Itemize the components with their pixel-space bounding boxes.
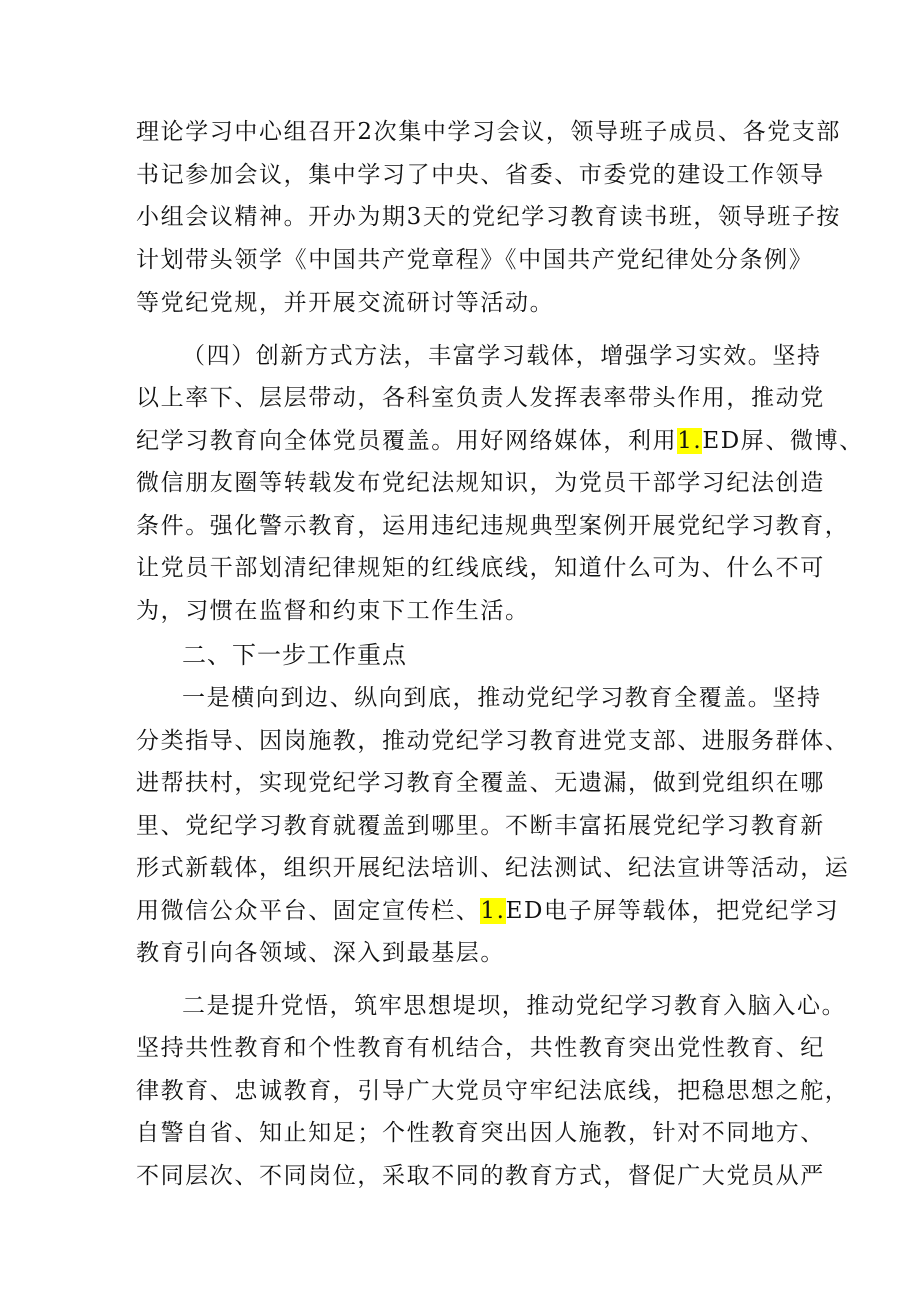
highlighted-text: 1. bbox=[480, 898, 506, 924]
paragraph-line: 一是横向到边、纵向到底，推动党纪学习教育全覆盖。坚持 bbox=[182, 685, 822, 711]
text-segment: 纪学习教育向全体党员覆盖。用好网络媒体，利用 bbox=[136, 428, 678, 454]
paragraph-line: 理论学习中心组召开2次集中学习会议，领导班子成员、各党支部 bbox=[136, 119, 842, 145]
paragraph-line: 分类指导、因岗施教，推动党纪学习教育进党支部、进服务群体、 bbox=[136, 728, 850, 754]
paragraph-line: 为，习惯在监督和约束下工作生活。 bbox=[136, 598, 530, 624]
text-segment: 用微信公众平台、固定宣传栏、 bbox=[136, 898, 481, 924]
paragraph-line: 二是提升党悟，筑牢思想堤坝，推动党纪学习教育入脑入心。 bbox=[182, 993, 847, 1019]
paragraph-line: （四）创新方式方法，丰富学习载体，增强学习实效。坚持 bbox=[182, 343, 822, 369]
paragraph-line bbox=[136, 896, 839, 926]
text-segment: ED屏、微博、 bbox=[702, 428, 864, 454]
paragraph-line: 小组会议精神。开办为期3天的党纪学习教育读书班，领导班子按 bbox=[136, 204, 842, 230]
paragraph-line bbox=[136, 426, 864, 456]
paragraph-line: 以上率下、层层带动，各科室负责人发挥表率带头作用，推动党 bbox=[136, 385, 825, 411]
paragraph-line: 不同层次、不同岗位，采取不同的教育方式，督促广大党员从严 bbox=[136, 1163, 825, 1189]
paragraph-line: 等党纪党规，并开展交流研讨等活动。 bbox=[136, 290, 555, 316]
paragraph-line: 教育引向各领域、深入到最基层。 bbox=[136, 940, 505, 966]
paragraph-line: 微信朋友圈等转载发布党纪法规知识，为党员干部学习纪法创造 bbox=[136, 470, 825, 496]
section-heading: 二、下一步工作重点 bbox=[182, 641, 407, 669]
text-segment: ED电子屏等载体，把党纪学习 bbox=[505, 898, 840, 924]
paragraph-line: 里、党纪学习教育就覆盖到哪里。不断丰富拓展党纪学习教育新 bbox=[136, 813, 825, 839]
paragraph-line: 坚持共性教育和个性教育有机结合，共性教育突出党性教育、纪 bbox=[136, 1035, 825, 1061]
paragraph-line: 进帮扶村，实现党纪学习教育全覆盖、无遗漏，做到党组织在哪 bbox=[136, 770, 825, 796]
paragraph-line: 书记参加会议，集中学习了中央、省委、市委党的建设工作领导 bbox=[136, 162, 825, 188]
paragraph-line: 自警自省、知止知足；个性教育突出因人施教，针对不同地方、 bbox=[136, 1120, 825, 1146]
paragraph-line: 让党员干部划清纪律规矩的红线底线，知道什么可为、什么不可 bbox=[136, 555, 825, 581]
paragraph-line: 计划带头领学《中国共产党章程》《中国共产党纪律处分条例》 bbox=[136, 247, 814, 273]
paragraph-line: 形式新载体，组织开展纪法培训、纪法测试、纪法宣讲等活动，运 bbox=[136, 855, 850, 881]
paragraph-line: 条件。强化警示教育，运用违纪违规典型案例开展党纪学习教育， bbox=[136, 513, 850, 539]
highlighted-text: 1. bbox=[677, 428, 703, 454]
paragraph-line: 律教育、忠诚教育，引导广大党员守牢纪法底线，把稳思想之舵， bbox=[136, 1078, 850, 1104]
